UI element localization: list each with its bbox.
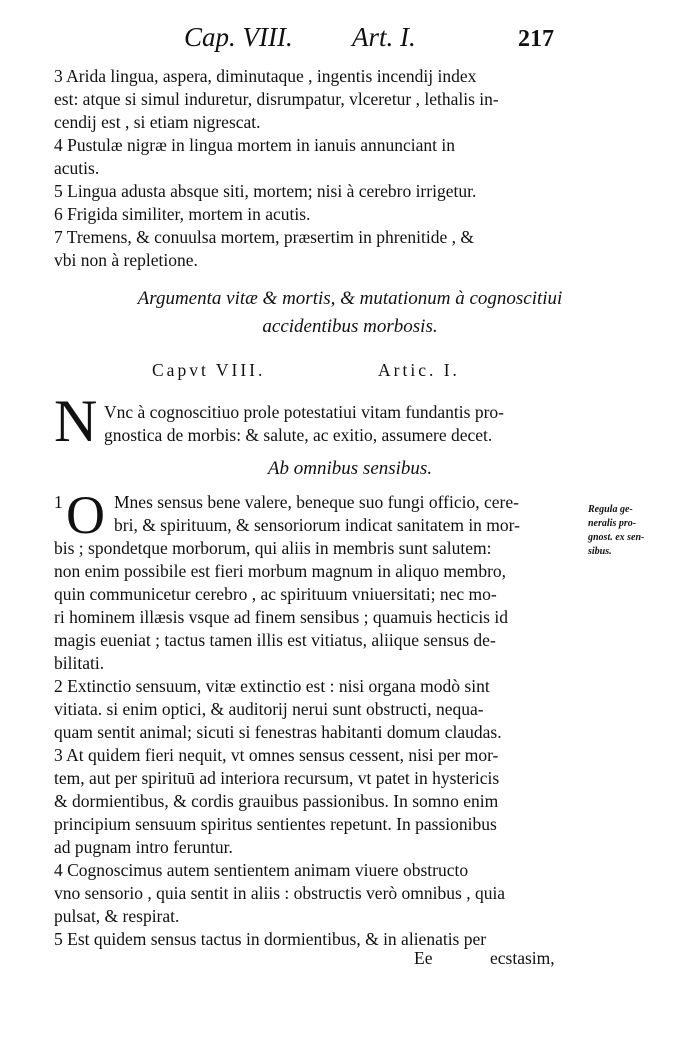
text-line: ad pugnam intro feruntur. — [54, 837, 233, 857]
subheading: Ab omnibus sensibus. — [267, 458, 433, 479]
chapter-heading-artic: Artic. I. — [378, 360, 460, 380]
text-line: pulsat, & respirat. — [54, 906, 180, 926]
para1-line: ri hominem illæsis vsque ad finem sensibus ; quamuis hecticis id — [54, 607, 508, 627]
para1-line: non enim possibile est fieri morbum magnum in aliquo membro, — [54, 561, 507, 581]
text-line: 6 Frigida similiter, mortem in acutis. — [54, 204, 311, 224]
catchword: ecstasim, — [490, 948, 555, 968]
margin-note-line: gnost. ex sen- — [588, 532, 645, 543]
text-line: & dormientibus, & cordis grauibus passionibus. In somno enim — [54, 791, 499, 811]
para1-line: bilitati. — [54, 653, 105, 673]
para1-line: quin communicetur cerebro , ac spirituum vniuersitati; nec mo- — [54, 584, 497, 604]
chapter-heading-caput: Capvt VIII. — [152, 360, 266, 380]
text-line: quam sentit animal; sicuti si fenestras habitanti domum claudas. — [54, 722, 502, 742]
text-line: 4 Pustulæ nigræ in lingua mortem in ianuis annunciant in — [54, 135, 456, 155]
margin-note-line: Regula ge- — [588, 504, 633, 515]
text-line: acutis. — [54, 158, 100, 178]
signature-mark: Ee — [414, 948, 433, 968]
running-header — [0, 18, 700, 58]
intro-line-2: gnostica de morbis: & salute, ac exitio, assumere decet. — [104, 425, 493, 445]
margin-note-line: neralis pro- — [588, 518, 637, 529]
text-line: vitiata. si enim optici, & auditorij nerui sunt obstructi, nequa- — [54, 699, 484, 719]
header-chapter: Cap. VIII. — [184, 22, 293, 52]
para1-line: bis ; spondetque morborum, qui aliis in membris sunt salutem: — [54, 538, 492, 558]
text-line: vno sensorio , quia sentit in aliis : obstructis verò omnibus , quia — [54, 883, 506, 903]
para1-line: Mnes sensus bene valere, beneque suo fungi officio, cere- — [114, 492, 519, 512]
text-line: tem, aut per spirituū ad interiora recursum, vt patet in hystericis — [54, 768, 500, 788]
text-line: 2 Extinctio sensuum, vitæ extinctio est : nisi organa modò sint — [54, 676, 490, 696]
text-line: 3 Arida lingua, aspera, diminutaque , ingentis incendij index — [54, 66, 477, 86]
section-title-line-1: Argumenta vitæ & mortis, & mutationum à cognoscitiui — [137, 288, 563, 309]
para1-line: magis eueniat ; tactus tamen illis est vitiatus, aliique sensus de- — [54, 630, 496, 650]
text-line: 5 Est quidem sensus tactus in dormientibus, & in alienatis per — [54, 929, 487, 949]
text-line: 4 Cognoscimus autem sentientem animam viuere obstructo — [54, 860, 469, 880]
section-title-line-2: accidentibus morbosis. — [262, 316, 438, 337]
margin-note-line: sibus. — [588, 546, 612, 557]
text-line: 7 Tremens, & conuulsa mortem, præsertim in phrenitide , & — [54, 227, 474, 247]
text-line: vbi non à repletione. — [54, 250, 198, 270]
drop-cap-o: O — [66, 485, 105, 545]
text-line: est: atque si simul induretur, disrumpatur, vlceretur , lethalis in- — [54, 89, 499, 109]
header-article: Art. I. — [352, 22, 416, 52]
para1-number: 1 — [54, 492, 63, 512]
para1-line: bri, & spirituum, & sensoriorum indicat sanitatem in mor- — [114, 515, 520, 535]
text-line: cendij est , si etiam nigrescat. — [54, 112, 261, 132]
intro-line-1: Vnc à cognoscitiuo prole potestatiui vitam fundantis pro- — [104, 402, 504, 422]
text-line: 5 Lingua adusta absque siti, mortem; nisi à cerebro irrigetur. — [54, 181, 477, 201]
text-line: 3 At quidem fieri nequit, vt omnes sensus cessent, nisi per mor- — [54, 745, 499, 765]
drop-cap-n: N — [54, 388, 98, 454]
page-number: 217 — [518, 26, 554, 52]
text-line: principium sensuum spiritus sentientes repetunt. In passionibus — [54, 814, 497, 834]
